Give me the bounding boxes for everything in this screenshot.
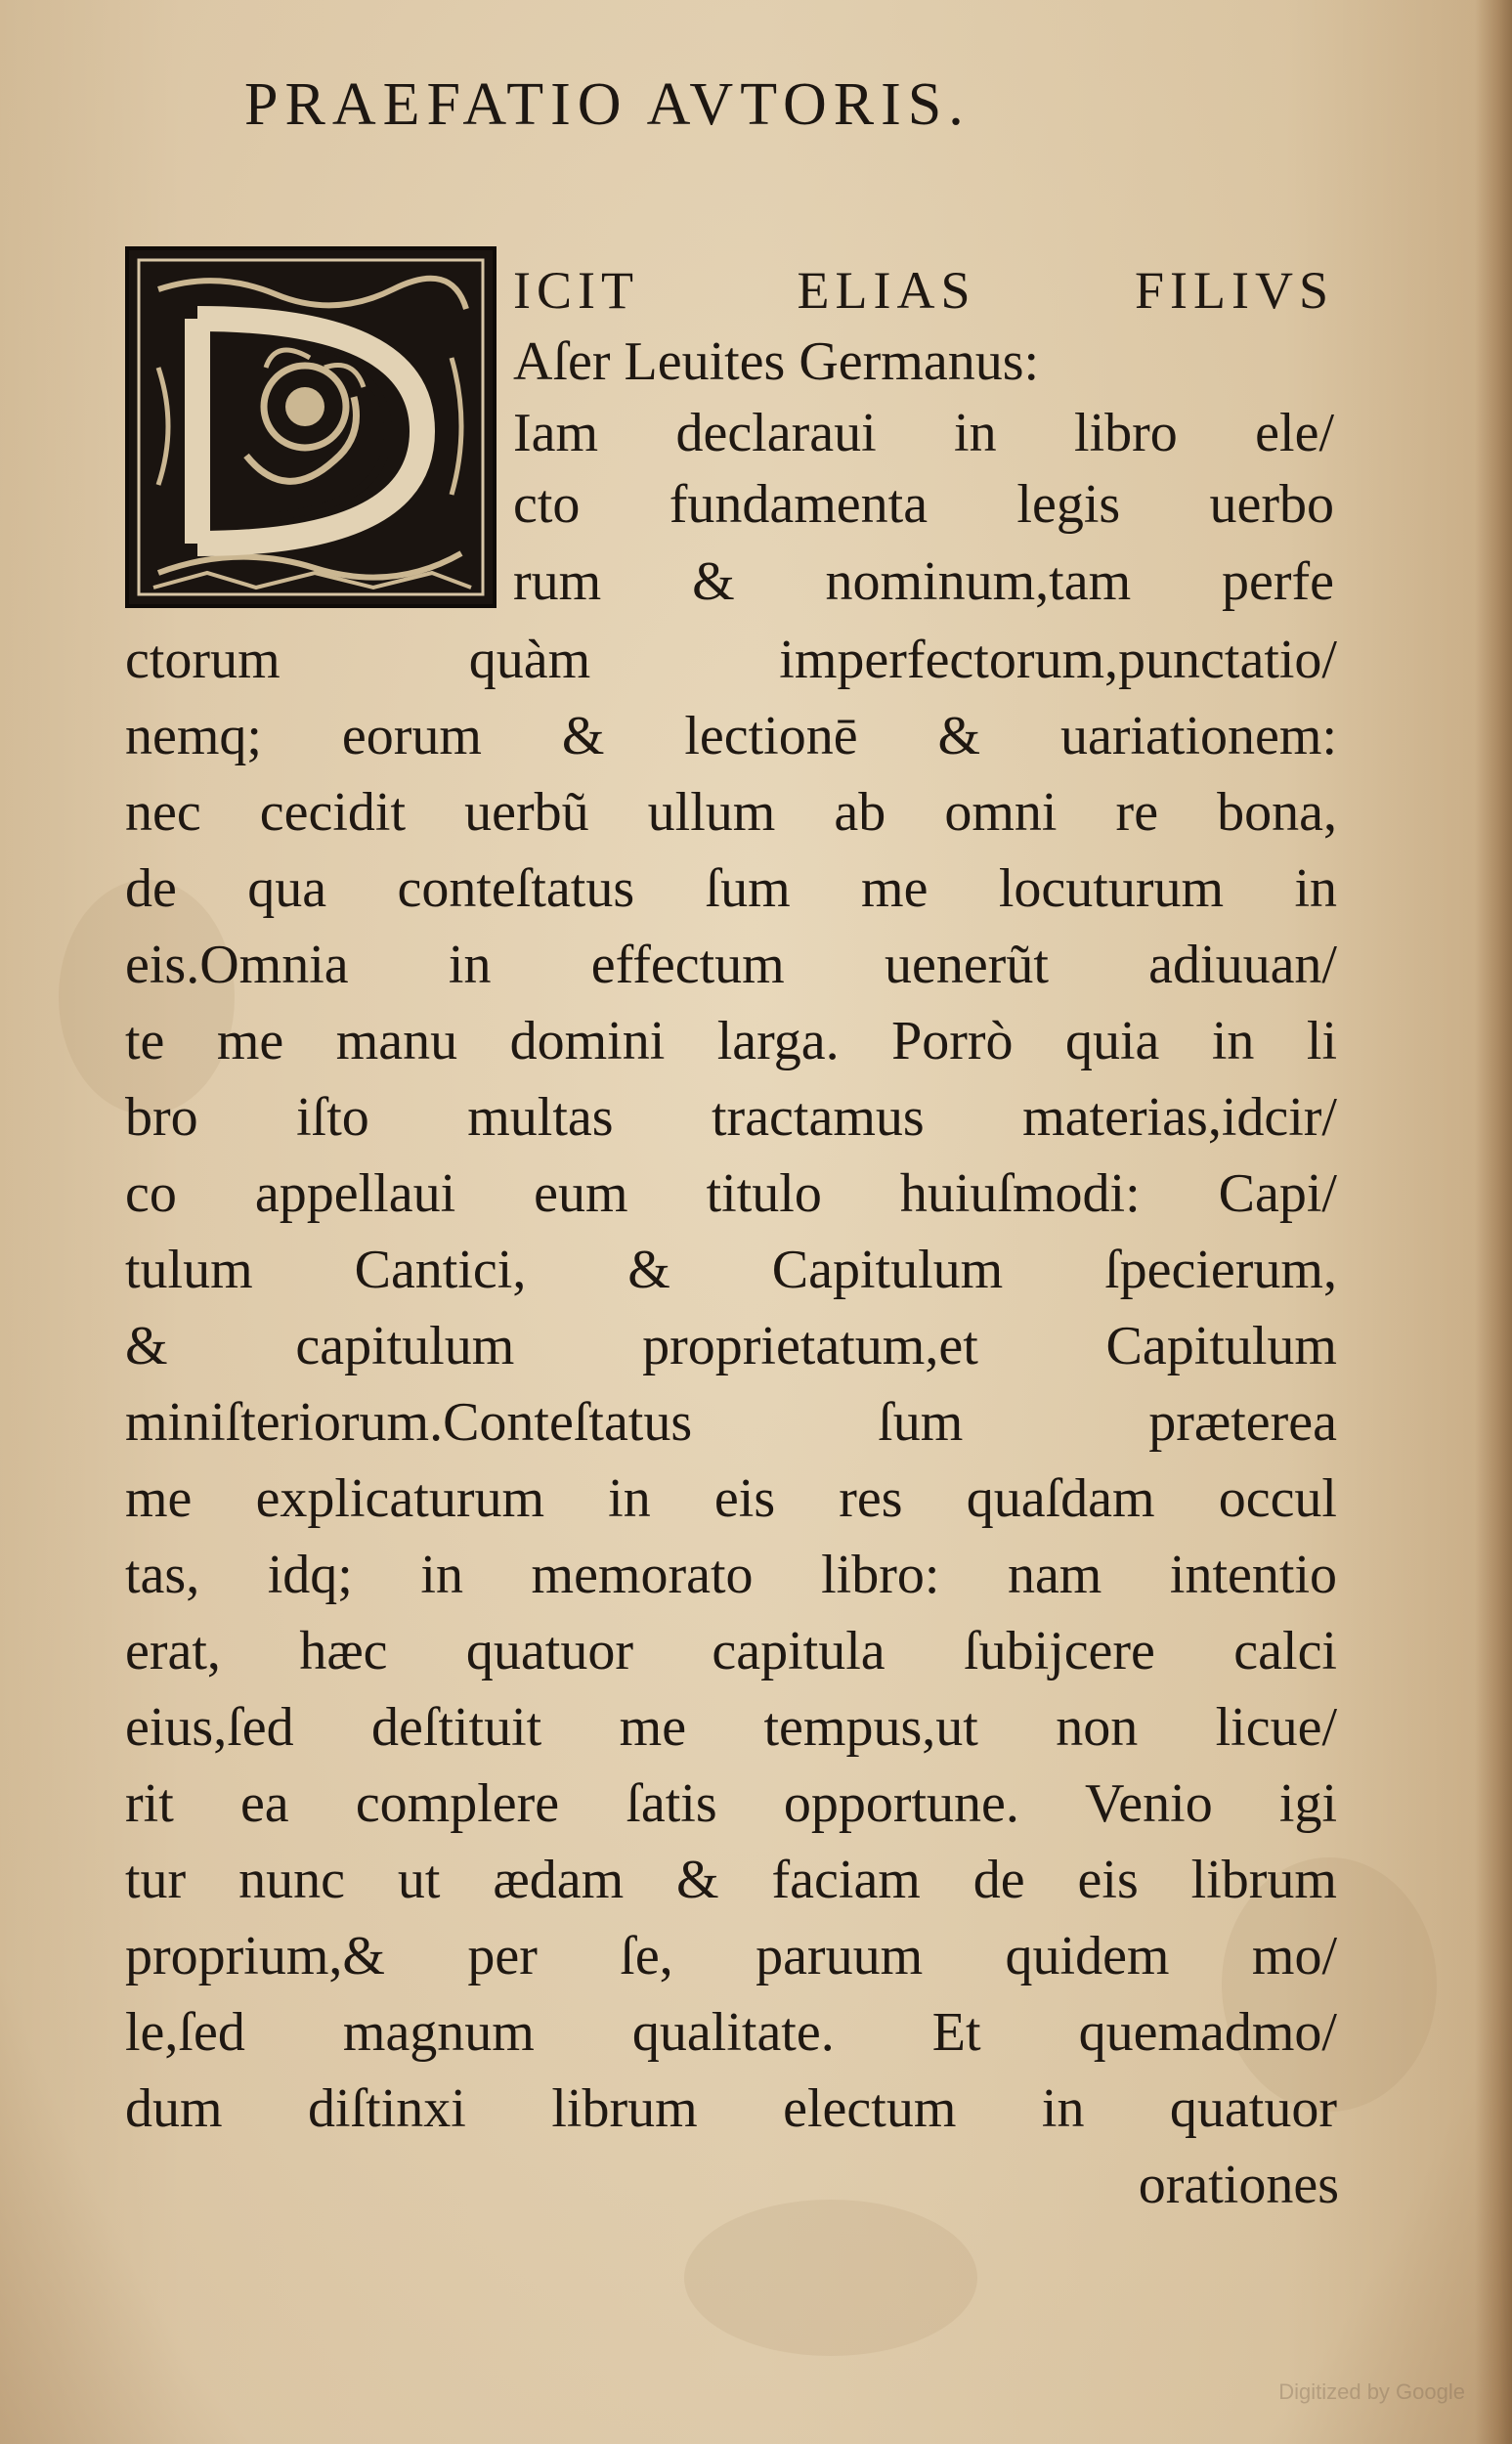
text-line: miniſteriorum.Conteſtatus ſum præterea	[125, 1392, 1337, 1453]
page-header: PRAEFATIO AVTORIS.	[244, 71, 971, 138]
text-line: rit ea complere ſatis opportune. Venio igi	[125, 1773, 1337, 1834]
page-edge-shadow	[1475, 0, 1512, 2444]
catchword: orationes	[1138, 2155, 1339, 2215]
watermark: Digitized by Google	[1278, 2379, 1465, 2404]
text-line: de qua conteſtatus ſum me locuturum in	[125, 858, 1337, 919]
text-line: me explicaturum in eis res quaſdam occul	[125, 1468, 1337, 1529]
text-line: tur nunc ut ædam & faciam de eis librum	[125, 1850, 1337, 1910]
text-line: cto fundamenta legis uerbo	[513, 474, 1334, 535]
text-line: & capitulum proprietatum,et Capitulum	[125, 1316, 1337, 1376]
text-line: Iam declaraui in libro ele/	[513, 403, 1334, 463]
text-line: ctorum quàm imperfectorum,punctatio/	[125, 630, 1337, 690]
text-line: eius,ſed deſtituit me tempus,ut non licue/	[125, 1697, 1337, 1758]
text-line: tas, idq; in memorato libro: nam intentio	[125, 1545, 1337, 1605]
text-line: nec cecidit uerbũ ullum ab omni re bona,	[125, 782, 1337, 843]
woodcut-initial-d	[129, 250, 493, 604]
decorated-initial-icon	[125, 246, 497, 608]
text-line: co appellaui eum titulo huiuſmodi: Capi/	[125, 1163, 1337, 1224]
text-line: tulum Cantici, & Capitulum ſpecierum,	[125, 1240, 1337, 1300]
text-line: te me manu domini larga. Porrò quia in li	[125, 1011, 1337, 1071]
text-line: ICIT ELIAS FILIVS	[513, 261, 1334, 320]
paper-stain	[684, 2200, 977, 2356]
text-line: rum & nominum,tam perfe	[513, 551, 1334, 612]
text-line: eis.Omnia in effectum uenerũt adiuuan/	[125, 935, 1337, 995]
text-line: proprium,& per ſe, paruum quidem mo/	[125, 1926, 1337, 1986]
text-line: erat, hæc quatuor capitula ſubijcere calci	[125, 1621, 1337, 1681]
text-line: dum diſtinxi librum electum in quatuor	[125, 2078, 1337, 2139]
text-line: nemq; eorum & lectionē & uariationem:	[125, 706, 1337, 766]
text-line: le,ſed magnum qualitate. Et quemadmo/	[125, 2002, 1337, 2063]
text-line: Aſer Leuites Germanus:	[513, 331, 1040, 392]
text-line: bro iſto multas tractamus materias,idcir/	[125, 1087, 1337, 1148]
